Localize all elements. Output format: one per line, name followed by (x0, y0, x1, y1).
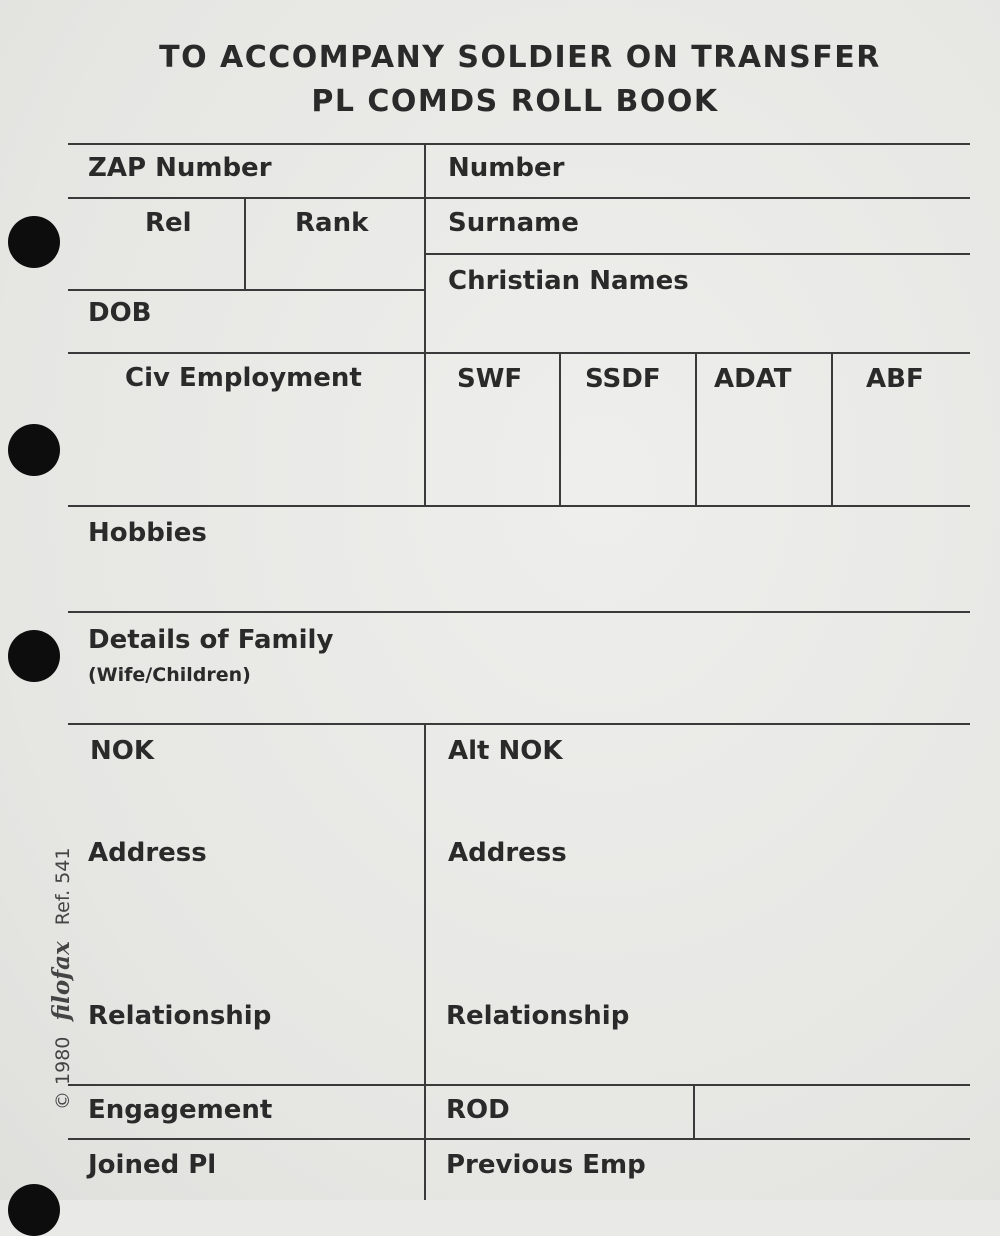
divider-adat (831, 352, 833, 506)
rule-engagement (68, 1138, 970, 1140)
previous-emp-label: Previous Emp (446, 1150, 646, 1180)
rule-zap (68, 197, 970, 199)
divider-swf (559, 352, 561, 506)
nok-label: NOK (90, 736, 155, 766)
reference-number: Ref. 541 (52, 847, 74, 926)
nok-relationship-label: Relationship (88, 1001, 272, 1031)
rule-dob (68, 352, 970, 354)
punch-hole (8, 630, 60, 682)
dob-label: DOB (88, 298, 152, 328)
divider-rel-rank (244, 197, 246, 290)
rank-label: Rank (295, 208, 369, 238)
rod-label: ROD (446, 1095, 510, 1125)
rule-civ (68, 505, 970, 507)
copyright-text: © 1980 (52, 1036, 74, 1110)
surname-label: Surname (448, 208, 579, 238)
rule-top (68, 143, 970, 145)
civ-employment-label: Civ Employment (125, 363, 362, 393)
divider-nok (424, 723, 426, 1200)
abf-label: ABF (866, 364, 924, 394)
punch-hole (8, 216, 60, 268)
zap-number-label: ZAP Number (88, 153, 272, 183)
rule-surname (426, 253, 970, 255)
hobbies-label: Hobbies (88, 518, 207, 548)
alt-nok-label: Alt NOK (448, 736, 563, 766)
filofax-logo: filofax (48, 941, 75, 1021)
divider-rod (693, 1084, 695, 1139)
form-subtitle: PL COMDS ROLL BOOK (311, 84, 719, 119)
engagement-label: Engagement (88, 1095, 273, 1125)
divider-ssdf (695, 352, 697, 506)
joined-pl-label: Joined Pl (88, 1150, 217, 1180)
details-of-family-label: Details of Family (88, 625, 334, 655)
alt-nok-relationship-label: Relationship (446, 1001, 630, 1031)
rule-hobbies (68, 611, 970, 613)
punch-hole (8, 424, 60, 476)
rule-nok (68, 1084, 970, 1086)
punch-hole (8, 1184, 60, 1236)
ssdf-label: SSDF (585, 364, 661, 394)
nok-address-label: Address (88, 838, 207, 868)
alt-nok-address-label: Address (448, 838, 567, 868)
swf-label: SWF (457, 364, 523, 394)
divider-main (424, 143, 426, 506)
form-title: TO ACCOMPANY SOLDIER ON TRANSFER (159, 40, 881, 75)
wife-children-label: (Wife/Children) (88, 664, 251, 686)
rel-label: Rel (145, 208, 192, 238)
christian-names-label: Christian Names (448, 266, 689, 296)
number-label: Number (448, 153, 565, 183)
publisher-imprint (48, 847, 75, 1110)
adat-label: ADAT (714, 364, 792, 394)
rule-rel-rank (68, 289, 426, 291)
rule-family (68, 723, 970, 725)
